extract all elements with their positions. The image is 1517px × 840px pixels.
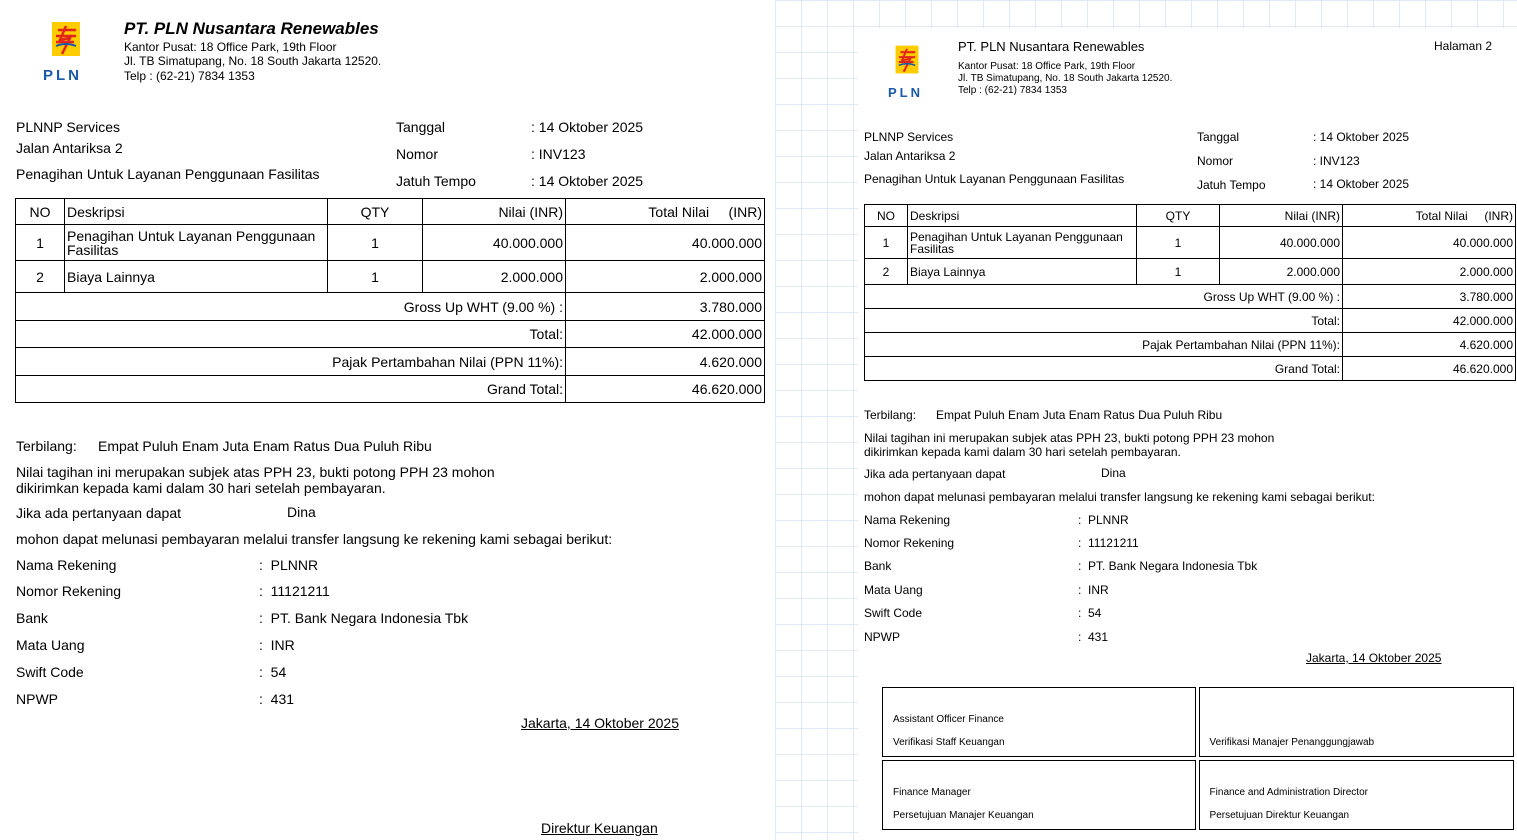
company-phone: Telp : (62-21) 7834 1353	[124, 69, 255, 83]
summary-row	[865, 309, 1516, 333]
bank-label-bank: Bank	[16, 610, 48, 626]
signature-table	[879, 684, 1517, 833]
header-price: Nilai (INR)	[1220, 205, 1343, 227]
due-label: Jatuh Tempo	[396, 173, 476, 189]
header-total: Total Nilai (INR)	[1343, 205, 1516, 227]
place-date: Jakarta, 14 Oktober 2025	[1306, 651, 1442, 665]
summary-row	[865, 333, 1516, 357]
terbilang-label: Terbilang:	[16, 438, 77, 454]
row-price: 40.000.000	[423, 225, 566, 261]
summary-row	[16, 348, 765, 376]
summary-row	[16, 293, 765, 321]
table-header-row	[865, 205, 1516, 227]
transfer-note: mohon dapat melunasi pembayaran melalui transfer langsung ke rekening kami sebagai berikut:	[16, 531, 613, 547]
note-line-2: dikirimkan kepada kami dalam 30 hari setelah pembayaran.	[16, 480, 386, 496]
place-date: Jakarta, 14 Oktober 2025	[521, 715, 679, 731]
bank-value-bank: : PT. Bank Negara Indonesia Tbk	[259, 610, 469, 626]
row-total: 2.000.000	[1343, 259, 1516, 285]
date-label: Tanggal	[1197, 130, 1240, 144]
row-no: 1	[16, 225, 65, 261]
bank-value-account-name: : PLNNR	[259, 557, 319, 573]
bank-value-account-number: : 11121211	[259, 583, 330, 599]
pln-logo-icon	[44, 20, 88, 64]
bank-value-swift: : 54	[1078, 606, 1102, 620]
invoice-table	[15, 198, 765, 403]
gross-up-value: 3.780.000	[566, 293, 765, 321]
ppn-value: 4.620.000	[566, 348, 765, 376]
grand-total-value: 46.620.000	[566, 376, 765, 403]
company-address-2: Jl. TB Simatupang, No. 18 South Jakarta 12520.	[124, 54, 382, 68]
invoice-subject: Penagihan Untuk Layanan Penggunaan Fasilitas	[16, 166, 320, 182]
row-qty: 1	[328, 261, 423, 293]
row-no: 2	[865, 259, 908, 285]
invoice-subject: Penagihan Untuk Layanan Penggunaan Fasilitas	[864, 172, 1125, 186]
transfer-note: mohon dapat melunasi pembayaran melalui transfer langsung ke rekening kami sebagai berikut:	[864, 490, 1375, 504]
header-desc: Deskripsi	[908, 205, 1137, 227]
contact-label: Jika ada pertanyaan dapat	[864, 467, 1006, 481]
bank-value-account-number: : 11121211	[1078, 536, 1139, 550]
note-line-1: Nilai tagihan ini merupakan subjek atas PPH 23, bukti potong PPH 23 mohon	[16, 464, 495, 480]
gross-up-label: Gross Up WHT (9.00 %) :	[16, 293, 566, 321]
invoice-table	[864, 204, 1516, 381]
signature-role: Finance and Administration Director	[1209, 787, 1368, 798]
company-address-1: Kantor Pusat: 18 Office Park, 19th Floor	[124, 40, 337, 54]
grand-total-label: Grand Total:	[16, 376, 566, 403]
row-desc	[908, 227, 1137, 259]
bank-label-account-number: Nomor Rekening	[864, 536, 955, 550]
signature-role: Assistant Officer Finance	[893, 714, 1004, 725]
row-qty: 1	[328, 225, 423, 261]
summary-row	[16, 376, 765, 403]
row-qty: 1	[1137, 259, 1220, 285]
row-desc-line1: Penagihan Untuk Layanan Penggunaan	[910, 229, 1123, 244]
signature-caption: Persetujuan Direktur Keuangan	[1209, 810, 1350, 821]
header-qty: QTY	[1137, 205, 1220, 227]
bank-label-currency: Mata Uang	[16, 637, 85, 653]
row-total: 40.000.000	[1343, 227, 1516, 259]
page-number: Halaman 2	[1434, 39, 1493, 53]
company-address-2: Jl. TB Simatupang, No. 18 South Jakarta 12520.	[958, 73, 1173, 84]
contact-name: Dina	[287, 504, 316, 520]
date-label: Tanggal	[396, 119, 446, 135]
pln-logo-icon	[889, 44, 925, 80]
signature-box-manager-pj	[1199, 687, 1514, 757]
note-line-2: dikirimkan kepada kami dalam 30 hari setelah pembayaran.	[864, 445, 1181, 459]
row-desc-line2: Fasilitas	[910, 241, 955, 256]
date-value: : 14 Oktober 2025	[531, 119, 644, 135]
bank-label-account-name: Nama Rekening	[16, 557, 117, 573]
contact-label: Jika ada pertanyaan dapat	[16, 505, 182, 521]
row-total: 40.000.000	[566, 225, 765, 261]
bank-label-bank: Bank	[864, 559, 892, 573]
gross-up-label: Gross Up WHT (9.00 %) :	[865, 285, 1343, 309]
pln-logo	[889, 44, 925, 80]
bank-label-account-number: Nomor Rekening	[16, 583, 122, 599]
bank-value-account-name: : PLNNR	[1078, 513, 1129, 527]
table-row	[16, 261, 765, 293]
customer-name: PLNNP Services	[864, 130, 954, 144]
customer-address: Jalan Antariksa 2	[864, 149, 956, 163]
bank-label-account-name: Nama Rekening	[864, 513, 951, 527]
due-label: Jatuh Tempo	[1197, 178, 1266, 192]
bank-label-swift: Swift Code	[16, 664, 84, 680]
header-desc: Deskripsi	[65, 199, 328, 225]
signature-box-finance-manager	[882, 760, 1196, 830]
summary-row	[865, 357, 1516, 381]
number-label: Nomor	[396, 146, 439, 162]
number-label: Nomor	[1197, 154, 1234, 168]
signature-box-director	[1199, 760, 1514, 830]
header-total: Total Nilai (INR)	[566, 199, 765, 225]
bank-value-npwp: : 431	[259, 691, 295, 707]
summary-row	[865, 285, 1516, 309]
bank-label-npwp: NPWP	[16, 691, 58, 707]
table-row	[865, 259, 1516, 285]
terbilang-label: Terbilang:	[864, 408, 917, 422]
bank-value-currency: : INR	[1078, 583, 1109, 597]
logo-text: PLN	[43, 67, 82, 84]
date-value: : 14 Oktober 2025	[1313, 130, 1410, 144]
terbilang-value: Empat Puluh Enam Juta Enam Ratus Dua Puluh Ribu	[936, 408, 1223, 422]
bank-value-npwp: : 431	[1078, 630, 1109, 644]
bank-label-currency: Mata Uang	[864, 583, 923, 597]
header-no: NO	[16, 199, 65, 225]
number-value: : INV123	[531, 146, 586, 162]
bank-label-swift: Swift Code	[864, 606, 923, 620]
row-desc-line1: Penagihan Untuk Layanan Penggunaan	[67, 227, 316, 244]
due-value: : 14 Oktober 2025	[1313, 177, 1410, 191]
total-value: 42.000.000	[566, 321, 765, 348]
customer-name: PLNNP Services	[16, 119, 121, 135]
total-value: 42.000.000	[1343, 309, 1516, 333]
row-desc-line2: Fasilitas	[67, 241, 119, 258]
row-price: 40.000.000	[1220, 227, 1343, 259]
grand-total-label: Grand Total:	[865, 357, 1343, 381]
customer-address: Jalan Antariksa 2	[16, 140, 123, 156]
total-label: Total:	[16, 321, 566, 348]
signature-caption: Verifikasi Manajer Penanggungjawab	[1209, 737, 1375, 748]
table-row	[865, 227, 1516, 259]
signature-caption: Verifikasi Staff Keuangan	[893, 737, 1005, 748]
table-row	[16, 225, 765, 261]
row-desc: Biaya Lainnya	[908, 259, 1137, 285]
signature-role: Finance Manager	[893, 787, 971, 798]
grand-total-value: 46.620.000	[1343, 357, 1516, 381]
terbilang-value: Empat Puluh Enam Juta Enam Ratus Dua Puluh Ribu	[98, 438, 432, 454]
pln-logo	[44, 20, 88, 64]
note-line-1: Nilai tagihan ini merupakan subjek atas PPH 23, bukti potong PPH 23 mohon	[864, 431, 1275, 445]
bank-label-npwp: NPWP	[864, 630, 900, 644]
signature-box-staff	[882, 687, 1196, 757]
ppn-label: Pajak Pertambahan Nilai (PPN 11%):	[865, 333, 1343, 357]
summary-row	[16, 321, 765, 348]
bank-value-swift: : 54	[259, 664, 287, 680]
row-total: 2.000.000	[566, 261, 765, 293]
company-name: PT. PLN Nusantara Renewables	[124, 19, 379, 38]
row-desc	[65, 225, 328, 261]
bank-value-currency: : INR	[259, 637, 295, 653]
company-name: PT. PLN Nusantara Renewables	[958, 39, 1145, 54]
ppn-label: Pajak Pertambahan Nilai (PPN 11%):	[16, 348, 566, 376]
row-price: 2.000.000	[423, 261, 566, 293]
ppn-value: 4.620.000	[1343, 333, 1516, 357]
company-address-1: Kantor Pusat: 18 Office Park, 19th Floor	[958, 61, 1136, 72]
contact-name: Dina	[1101, 466, 1126, 480]
header-no: NO	[865, 205, 908, 227]
total-label: Total:	[865, 309, 1343, 333]
header-qty: QTY	[328, 199, 423, 225]
logo-text: PLN	[888, 85, 923, 100]
signatory-title: Direktur Keuangan	[541, 820, 658, 836]
company-phone: Telp : (62-21) 7834 1353	[958, 85, 1067, 96]
gross-up-value: 3.780.000	[1343, 285, 1516, 309]
bank-value-bank: : PT. Bank Negara Indonesia Tbk	[1078, 559, 1258, 573]
row-no: 2	[16, 261, 65, 293]
signature-caption: Persetujuan Manajer Keuangan	[893, 810, 1034, 821]
table-header-row	[16, 199, 765, 225]
row-desc: Biaya Lainnya	[65, 261, 328, 293]
due-value: : 14 Oktober 2025	[531, 173, 644, 189]
row-no: 1	[865, 227, 908, 259]
header-price: Nilai (INR)	[423, 199, 566, 225]
row-qty: 1	[1137, 227, 1220, 259]
number-value: : INV123	[1313, 154, 1360, 168]
row-price: 2.000.000	[1220, 259, 1343, 285]
